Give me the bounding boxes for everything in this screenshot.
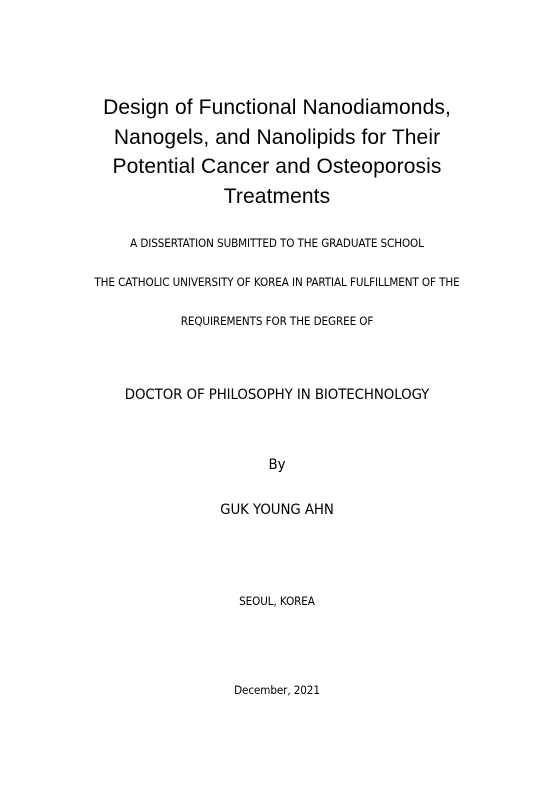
degree-name: DOCTOR OF PHILOSOPHY IN BIOTECHNOLOGY <box>124 387 430 403</box>
place: SEOUL, KOREA <box>239 595 315 608</box>
dissertation-title <box>0 93 554 211</box>
submission-date: December, 2021 <box>234 684 320 697</box>
title-line-3: Potential Cancer and Osteoporosis <box>112 155 442 178</box>
by-label: By <box>268 457 286 473</box>
submission-statement-line-1: A DISSERTATION SUBMITTED TO THE GRADUATE SCHOOL <box>130 237 424 250</box>
author-name: GUK YOUNG AHN <box>220 502 334 518</box>
submission-statement-line-3: REQUIREMENTS FOR THE DEGREE OF <box>180 315 374 328</box>
title-line-2: Nanogels, and Nanolipids for Their <box>113 125 441 149</box>
submission-statement-line-2: THE CATHOLIC UNIVERSITY OF KOREA IN PARTIAL FULFILLMENT OF THE <box>94 276 460 289</box>
title-line-4: Treatments <box>223 184 331 208</box>
title-line-1: Design of Functional Nanodiamonds, <box>103 96 451 119</box>
